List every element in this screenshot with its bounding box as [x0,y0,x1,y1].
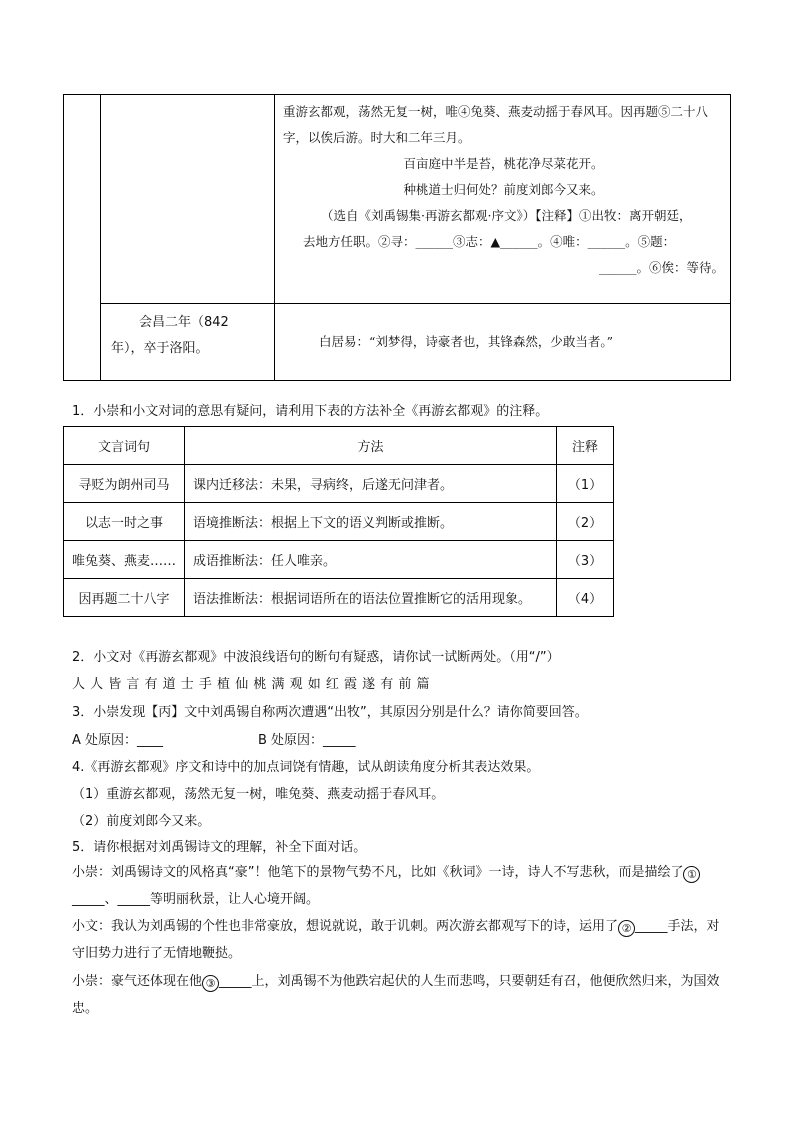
table-cell: （1） [557,465,614,503]
question-3-prompt: 3．小崇发现【丙】文中刘禹锡自称两次遭遇“出牧”，其原因分别是什么？请你简要回答。 [72,705,588,720]
table-cell: 课内迁移法：未果，寻病终，后遂无问津者。 [185,465,557,503]
question-2-prompt: 2．小文对《再游玄都观》中波浪线语句的断句有疑惑，请你试一试断两处。（用“/”） [72,650,560,665]
table-cell: （2） [557,503,614,541]
dialogue-paragraph-2 [72,913,732,967]
column-header: 文言词句 [64,427,185,465]
question-4-item-2: （2）前度刘郎今又来。 [72,814,211,829]
table-row [64,503,614,541]
question-5-prompt: 5．请你根据对刘禹锡诗文的理解，补全下面对话。 [72,840,367,855]
poem-line: 种桃道士归何处？前度刘郎今又来。 [403,182,604,197]
blank-number-3: ③ [202,975,219,992]
text-line: 年），卒于洛阳。 [111,341,209,356]
quote-text: 白居易：“刘梦得，诗豪者也，其锋森然，少敢当者。” [319,334,614,349]
quote-cell [275,304,731,381]
poem-line: 百亩庭中半是苔，桃花净尽菜花开。 [403,156,604,171]
text-line: 重游玄都观，荡然无复一树，唯④兔葵、燕麦动摇于春风耳。因再题⑤二十八 [283,104,709,119]
column-header: 注释 [557,427,614,465]
question-2-sentence: 人 人 皆 言 有 道 士 手 植 仙 桃 满 观 如 红 霞 遂 有 前 篇 [72,677,431,692]
note-line: ______。⑥俟：等待。 [598,260,724,275]
table-cell: 语境推断法：根据上下文的语义判断或推断。 [185,503,557,541]
table-header-row [64,427,614,465]
source-table [63,94,731,381]
question-4-prompt: 4.《再游玄都观》序文和诗中的加点词饶有情趣，试从朗读角度分析其表达效果。 [72,760,540,775]
method-table [63,426,614,617]
blank-number-1: ① [683,866,700,883]
table-cell: 语法推断法：根据词语所在的语法位置推断它的活用现象。 [185,579,557,617]
table-row [64,465,614,503]
text-line: 会昌二年（842 [139,315,229,330]
dialogue-text: 小崇：豪气还体现在他 [72,974,203,989]
table-cell: 寻贬为朗州司马 [64,465,185,503]
table-cell: 成语推断法：任人唯亲。 [185,541,557,579]
table-row [64,541,614,579]
dialogue-paragraph-1 [72,859,732,913]
table-cell: 唯兔葵、燕麦…… [64,541,185,579]
table-cell: 以志一时之事 [64,503,185,541]
text-line: 字，以俟后游。时大和二年三月。 [283,130,471,145]
dialogue-text: 小文：我认为刘禹锡的个性也非常豪放，想说就说，敢于讥刺。两次游玄都观写下的诗，运用了 [72,919,619,934]
column-header: 方法 [185,427,557,465]
question-4-item-1: （1）重游玄都观，荡然无复一树，唯兔葵、燕麦动摇于春风耳。 [72,787,445,802]
dialogue-text: _____手法，对守旧势力进行了无情地鞭挞。 [72,919,720,961]
death-year-cell [101,304,275,381]
table-cell-empty [64,95,101,381]
answer-b-label: B 处原因：_____ [258,733,356,748]
blank-number-2: ② [618,920,635,937]
source-line: （选自《刘禹锡集·再游玄都观·序文》）【注释】①出牧：离开朝廷， [321,208,692,223]
dialogue-text: _____、_____等明丽秋景，让人心境开阔。 [72,892,320,907]
answer-a-label: A 处原因：____ [72,733,164,748]
dialogue-text: 小崇：刘禹锡诗文的风格真“豪”！他笔下的景物气势不凡，比如《秋词》一诗，诗人不写悲秋，而是描绘了 [72,865,684,880]
table-cell: 因再题二十八字 [64,579,185,617]
dialogue-text: _____上，刘禹锡不为他跌宕起伏的人生而悲鸣，只要朝廷有召，他便欣然归来，为国效忠。 [72,974,720,1016]
table-row [64,579,614,617]
classical-text-cell [275,95,731,304]
dialogue-paragraph-3 [72,968,732,1022]
note-line: 去地方任职。②寻：______③志：▲______。④唯：______。⑤题： [303,234,676,249]
table-cell: （3） [557,541,614,579]
question-1-prompt: 1．小崇和小文对词的意思有疑问，请利用下表的方法补全《再游玄都观》的注释。 [72,404,549,419]
table-cell-empty [101,95,275,304]
table-cell: （4） [557,579,614,617]
